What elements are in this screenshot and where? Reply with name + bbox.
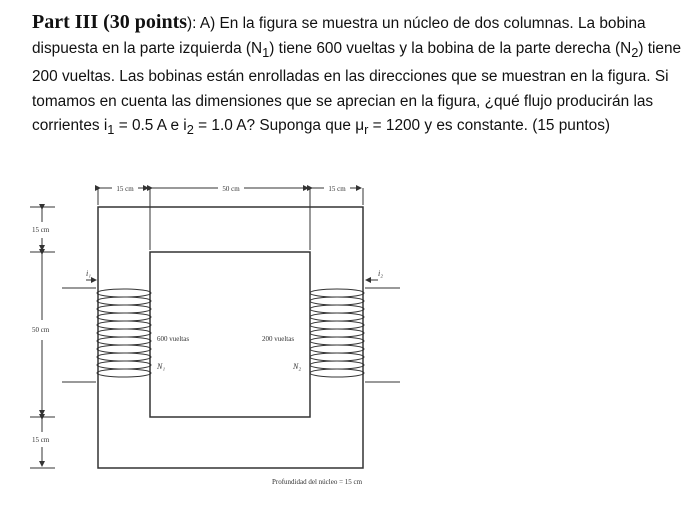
top-dimension-lines xyxy=(98,188,363,250)
current-left-label: i₁ xyxy=(86,269,92,278)
subscript-n2: 2 xyxy=(631,44,639,60)
dim-top-left: 15 cm xyxy=(116,185,134,193)
part-heading-suffix: ): xyxy=(187,15,197,32)
coil-right-label: N₂ xyxy=(293,362,302,371)
problem-text-2: ) tiene 600 vueltas y la bobina de la parte derecha (N xyxy=(269,39,632,57)
turns-right-label: 200 vueltas xyxy=(262,335,295,343)
subscript-i1: 1 xyxy=(107,122,115,138)
depth-caption: Profundidad del núcleo = 15 cm xyxy=(272,478,363,486)
problem-text-4: = 0.5 A e i xyxy=(114,117,187,135)
problem-text-3: ) tiene 200 vueltas. Las bobinas están enrolladas en las direcciones que se muestran en la figura. Si tomamos en cuenta las dimensiones que se aprecian en la figura, ¿qué flujo producirán las corrientes i xyxy=(32,39,682,135)
problem-text-1: A) En la figura se muestra un núcleo de dos columnas. La bobina dispuesta en la parte izquierda (N xyxy=(32,15,646,57)
dim-left-middle: 50 cm xyxy=(32,326,50,334)
turns-left-label: 600 vueltas xyxy=(157,335,190,343)
problem-text-6: = 1200 y es constante. (15 puntos) xyxy=(368,117,611,135)
right-coil xyxy=(310,280,400,382)
dim-top-right: 15 cm xyxy=(328,185,346,193)
dim-top-middle: 50 cm xyxy=(222,185,240,193)
dim-left-top: 15 cm xyxy=(32,226,50,234)
dim-left-bottom: 15 cm xyxy=(32,436,50,444)
current-right-label: i₂ xyxy=(378,269,384,278)
part-heading: Part III (30 points xyxy=(32,11,188,33)
subscript-mu-r: r xyxy=(364,122,369,138)
subscript-i2: 2 xyxy=(186,122,194,138)
problem-text-5: = 1.0 A? Suponga que μ xyxy=(193,117,365,135)
coil-left-label: N₁ xyxy=(157,362,166,371)
left-coil xyxy=(62,280,151,382)
subscript-n1: 1 xyxy=(262,44,270,60)
left-dimension-lines xyxy=(30,207,55,468)
